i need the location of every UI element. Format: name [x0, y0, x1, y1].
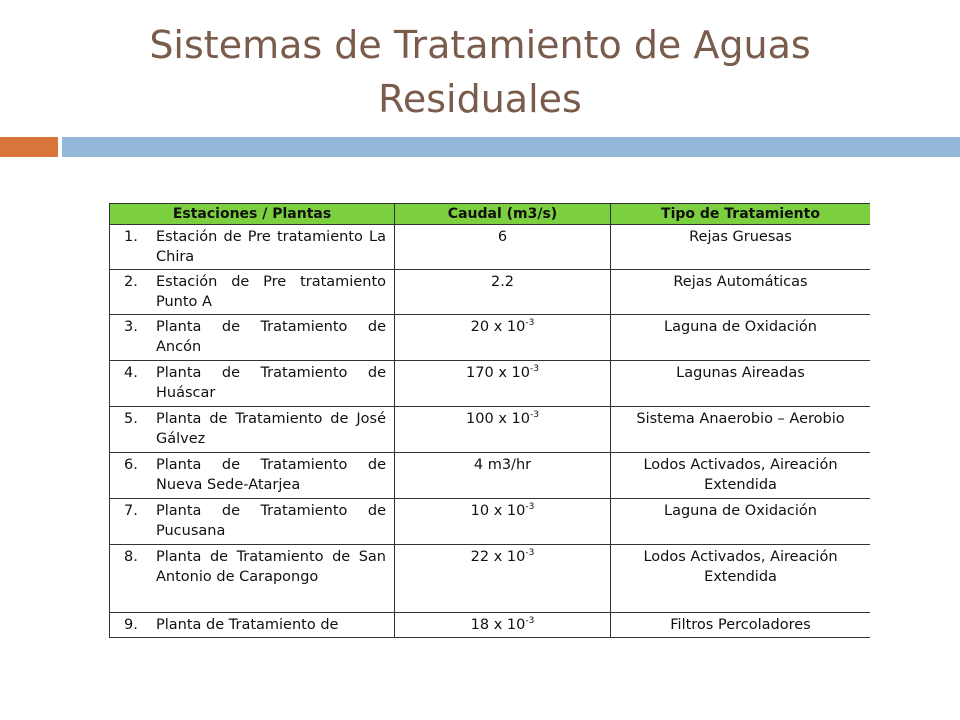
treatment-table — [109, 203, 870, 638]
header-tipo: Tipo de Tratamiento — [611, 204, 871, 225]
cell-station-name — [110, 407, 395, 453]
cell-station-name — [110, 453, 395, 499]
caudal-value: 4 m3/hr — [473, 457, 532, 473]
accent-bar-blue — [62, 137, 960, 157]
slide-title — [60, 18, 900, 126]
caudal-exponent: -3 — [525, 548, 535, 559]
row-number: 7. — [124, 503, 138, 519]
caudal-value: 170 x 10 — [466, 365, 530, 381]
table-row — [110, 225, 871, 270]
cell-caudal — [395, 453, 611, 499]
cell-treatment-type: Lodos Activados, Aireación Extendida — [611, 545, 871, 613]
caudal-value: 10 x 10 — [470, 503, 526, 519]
caudal-value: 18 x 10 — [470, 617, 526, 633]
caudal-exponent: -3 — [529, 364, 539, 375]
table-row — [110, 499, 871, 545]
table-header-row — [110, 204, 871, 225]
table-body — [110, 225, 871, 638]
cell-caudal — [395, 270, 611, 315]
cell-station-name — [110, 545, 395, 613]
caudal-exponent: -3 — [525, 616, 535, 627]
caudal-exponent: -3 — [529, 410, 539, 421]
cell-treatment-type: Rejas Automáticas — [611, 270, 871, 315]
row-number: 2. — [124, 274, 138, 290]
header-estaciones: Estaciones / Plantas — [110, 204, 395, 225]
station-name-text: Planta de Tratamiento de Ancón — [156, 319, 386, 355]
row-number: 5. — [124, 411, 138, 427]
station-name-text: Planta de Tratamiento de — [156, 617, 339, 633]
cell-station-name — [110, 225, 395, 270]
caudal-exponent: -3 — [525, 502, 535, 513]
station-name-text: Planta de Tratamiento de José Gálvez — [156, 411, 386, 447]
cell-caudal — [395, 499, 611, 545]
row-number: 1. — [124, 229, 138, 245]
station-name-text: Planta de Tratamiento de Pucusana — [156, 503, 386, 539]
cell-treatment-type: Lodos Activados, Aireación Extendida — [611, 453, 871, 499]
station-name-text: Planta de Tratamiento de Nueva Sede-Atarjea — [156, 457, 386, 493]
caudal-value: 2.2 — [490, 274, 515, 290]
caudal-value: 22 x 10 — [470, 549, 526, 565]
caudal-value: 100 x 10 — [466, 411, 530, 427]
table-row — [110, 613, 871, 638]
row-number: 6. — [124, 457, 138, 473]
cell-station-name — [110, 270, 395, 315]
cell-station-name — [110, 499, 395, 545]
row-number: 8. — [124, 549, 138, 565]
accent-bar-orange — [0, 137, 58, 157]
table-row — [110, 361, 871, 407]
slide-title-line-2: Residuales — [378, 77, 582, 121]
cell-treatment-type: Filtros Percoladores — [611, 613, 871, 638]
caudal-value: 6 — [497, 229, 508, 245]
row-number: 3. — [124, 319, 138, 335]
table-row — [110, 315, 871, 361]
cell-caudal — [395, 407, 611, 453]
station-name-text: Estación de Pre tratamiento Punto A — [156, 274, 386, 310]
cell-caudal — [395, 613, 611, 638]
cell-treatment-type: Lagunas Aireadas — [611, 361, 871, 407]
row-number: 4. — [124, 365, 138, 381]
table-row — [110, 407, 871, 453]
station-name-text: Planta de Tratamiento de Huáscar — [156, 365, 386, 401]
cell-caudal — [395, 545, 611, 613]
cell-caudal — [395, 315, 611, 361]
table-row — [110, 453, 871, 499]
table-row — [110, 545, 871, 613]
cell-treatment-type: Rejas Gruesas — [611, 225, 871, 270]
cell-station-name — [110, 315, 395, 361]
cell-treatment-type: Laguna de Oxidación — [611, 315, 871, 361]
cell-treatment-type: Laguna de Oxidación — [611, 499, 871, 545]
cell-caudal — [395, 361, 611, 407]
cell-station-name — [110, 613, 395, 638]
cell-station-name — [110, 361, 395, 407]
caudal-exponent: -3 — [525, 318, 535, 329]
caudal-value: 20 x 10 — [470, 319, 526, 335]
treatment-table-container — [109, 203, 870, 638]
cell-caudal — [395, 225, 611, 270]
station-name-text: Planta de Tratamiento de San Antonio de Carapongo — [156, 549, 386, 585]
cell-treatment-type: Sistema Anaerobio – Aerobio — [611, 407, 871, 453]
table-row — [110, 270, 871, 315]
station-name-text: Estación de Pre tratamiento La Chira — [156, 229, 386, 265]
slide-title-line-1: Sistemas de Tratamiento de Aguas — [149, 23, 811, 67]
header-caudal: Caudal (m3/s) — [395, 204, 611, 225]
row-number: 9. — [124, 617, 138, 633]
